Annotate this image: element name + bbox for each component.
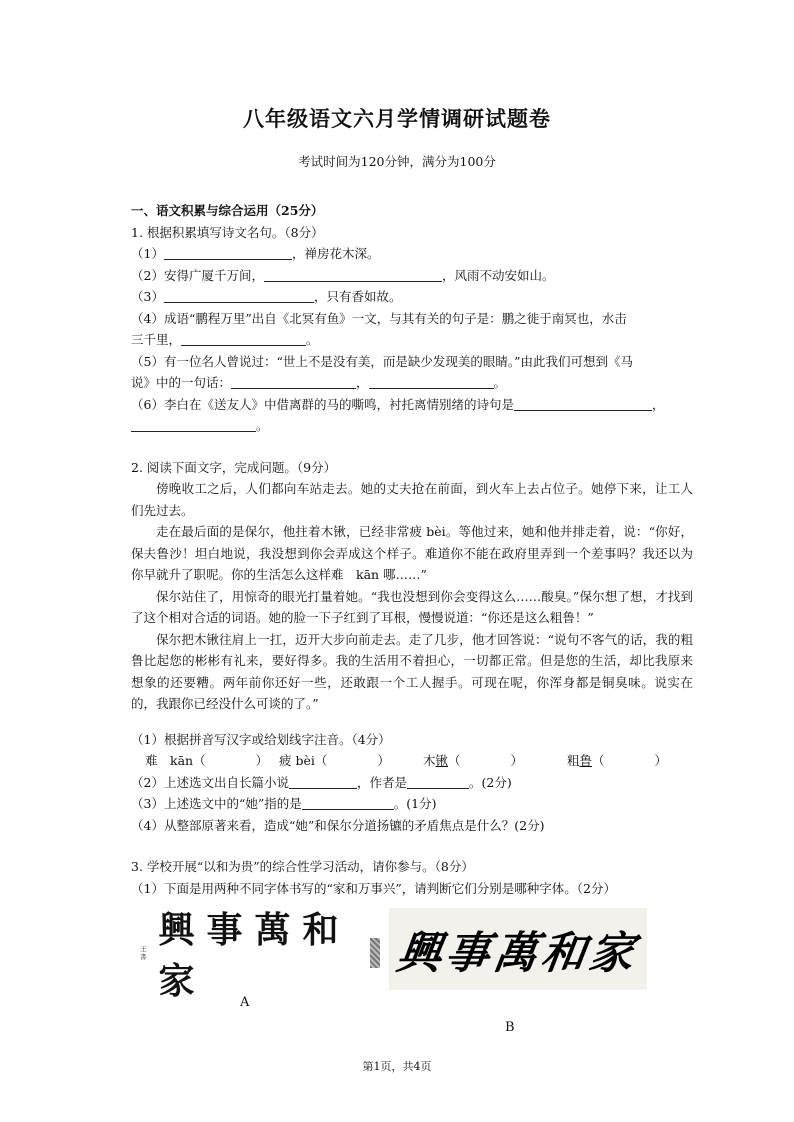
pinyin-row xyxy=(131,750,693,772)
question-1-item-4-cont: 三千里， 。 xyxy=(131,332,319,347)
question-2-sub-4: （4）从整部原著来看，造成“她”和保尔分道扬镳的矛盾焦点是什么？(2分) xyxy=(131,817,545,833)
exam-content xyxy=(131,200,693,899)
question-2-stem: 2. 阅读下面文字，完成问题。（9分） xyxy=(131,459,337,475)
calligraphy-image-b xyxy=(389,908,647,990)
question-1-stem: 1. 根据积累填写诗文名句。（8分） xyxy=(131,224,324,240)
answer-blank[interactable] xyxy=(164,288,314,303)
exam-info: 考试时间为120分钟，满分为100分 xyxy=(298,154,496,169)
section-heading: 一、语文积累与综合运用（25分） xyxy=(131,203,324,218)
question-1-item-6-cont: 。 xyxy=(131,415,693,437)
underlined-char: 鲁 xyxy=(579,753,592,768)
answer-blank[interactable] xyxy=(231,374,356,389)
question-1-item-6: （6）李白在《送友人》中借离群的马的嘶鸣，衬托离情别绪的诗句是 ， xyxy=(131,396,665,412)
passage-paragraph-1: 傍晚收工之后，人们都向车站走去。她的丈夫抢在前面，到火车上去占位子。她停下来，让工人们先过去。 xyxy=(131,481,693,518)
question-1-item-3: （3） ，只有香如故。 xyxy=(131,289,402,304)
answer-blank[interactable] xyxy=(289,774,357,789)
answer-blank[interactable] xyxy=(302,795,394,810)
question-1-item-5-cont: 说》中的一句话： ， 。 xyxy=(131,375,507,390)
page-title: 八年级语文六月学情调研试题卷 xyxy=(243,106,551,131)
pinyin-item[interactable]: 木锹（ ） xyxy=(422,753,524,768)
caption-a: A xyxy=(240,995,250,1010)
pinyin-item[interactable]: 难 kān（ ） xyxy=(145,753,269,768)
page-footer: 第1页，共4页 xyxy=(362,1060,432,1073)
answer-blank[interactable] xyxy=(264,267,442,282)
underlined-char: 锹 xyxy=(435,753,448,768)
pinyin-item[interactable]: 粗鲁（ ） xyxy=(566,753,667,768)
question-1-item-4: （4）成语“鹏程万里”出自《北冥有鱼》一文，与其有关的句子是：鹏之徙于南冥也，水击 xyxy=(131,310,627,326)
passage-paragraph-4: 保尔把木锹往肩上一扛，迈开大步向前走去。走了几步，他才回答说：“说句不客气的话，我的粗鲁比起您的彬彬有礼来，要好得多。我的生活用不着担心，一切都正常。但是您的生活，却比我原来想象的还要糟。两年前你还好一些，还敢跟一个工人握手。可现在呢，你浑身都是铜臭味。说实在的，我跟你已经没什么可谈的了。” xyxy=(131,631,693,711)
question-1-item-5: （5）有一位名人曾说过：“世上不是没有美，而是缺少发现美的眼睛。”由此我们可想到《马 xyxy=(131,353,633,369)
answer-blank[interactable] xyxy=(407,774,469,789)
answer-blank[interactable] xyxy=(164,245,292,260)
seal-text: 王書 xyxy=(140,945,147,961)
caption-b: B xyxy=(505,1020,515,1035)
calligraphy-chars-a: 興事萬和家 xyxy=(158,909,351,1002)
passage-paragraph-2: 走在最后面的是保尔，他拄着木锹，已经非常疲 bèi。等他过来，她和他并排走着，说：“你好，保夫鲁沙！坦白地说，我没想到你会弄成这个样子。难道你不能在政府里弄到一个差事吗？我还以为你早就升了职呢。你的生活怎么这样难 kān 哪……” xyxy=(131,524,693,582)
question-2-sub-1: （1）根据拼音写汉字或给划线字注音。（4分） xyxy=(131,731,391,747)
pinyin-item[interactable]: 疲 bèi（ ） xyxy=(278,753,390,768)
answer-blank[interactable] xyxy=(514,396,652,411)
calligraphy-image-a xyxy=(140,909,380,1002)
answer-blank[interactable] xyxy=(181,331,306,346)
question-1-item-2: （2）安得广厦千万间， ，风雨不动安如山。 xyxy=(131,267,555,283)
question-3-sub-1: （1）下面是用两种不同字体书写的“家和万事兴”，请判断它们分别是哪种字体。（2分） xyxy=(131,880,616,896)
calligraphy-chars-b: 興事萬和家 xyxy=(393,928,641,979)
seal-stamp-icon xyxy=(370,938,380,968)
question-3-stem: 3. 学校开展“以和为贵”的综合性学习活动，请你参与。（8分） xyxy=(131,859,474,874)
answer-blank[interactable] xyxy=(131,417,256,432)
passage-paragraph-3: 保尔站住了，用惊奇的眼光打量着她。“我也没想到你会变得这么……酸臭。”保尔想了想，才找到了这个相对合适的词语。她的脸一下子红到了耳根，慢慢说道：“你还是这么粗鲁！” xyxy=(131,588,693,625)
answer-blank[interactable] xyxy=(369,374,494,389)
question-2-sub-3: （3）上述选文中的“她”指的是 。(1分) xyxy=(131,796,437,811)
question-1-item-1: （1） ，禅房花木深。 xyxy=(131,246,380,261)
question-2-sub-2: （2）上述选文出自长篇小说 ，作者是 。(2分) xyxy=(131,774,512,790)
